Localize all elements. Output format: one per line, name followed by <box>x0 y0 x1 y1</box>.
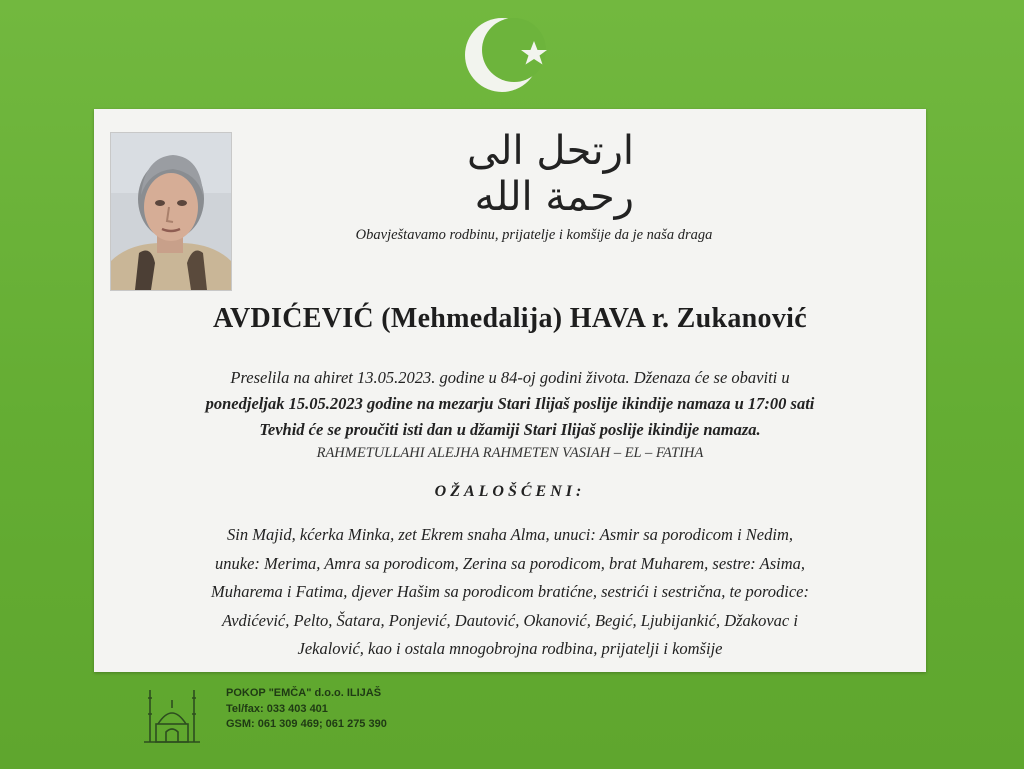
mourners-line: Muharema i Fatima, djever Hašim sa porodicom bratićne, sestrići i sestrična, te porodice: <box>210 582 810 601</box>
funeral-line-2: ponedjeljak 15.05.2023 godine na mezarju Stari Ilijaš poslije ikindije namaza u 17:00 sati <box>205 394 815 413</box>
obituary-sheet <box>94 109 926 672</box>
funeral-line-3: Tevhid će se proučiti isti dan u džamiji Stari Ilijaš poslije ikindije namaza. <box>259 420 761 439</box>
prayer-line: RAHMETULLAHI ALEJHA RAHMETEN VASIAH – EL – FATIHA <box>316 445 704 461</box>
mourners-line: Jekalović, kao i ostala mnogobrojna rodbina, prijatelji i komšije <box>297 639 723 658</box>
funeral-details <box>114 365 906 443</box>
company-name: POKOP "EMČA" d.o.o. ILIJAŠ <box>226 687 382 699</box>
phone-fax: Tel/fax: 033 403 401 <box>226 702 328 715</box>
portrait-photo <box>110 132 232 291</box>
mourners-list <box>114 521 906 664</box>
arabic-calligraphy: ارتحل الى رحمة الله <box>466 128 634 220</box>
funeral-line-1: Preselila na ahiret 13.05.2023. godine u 84-oj godini života. Dženaza će se obaviti u <box>230 368 790 387</box>
mosque-icon <box>140 684 204 746</box>
mobile-numbers: GSM: 061 309 469; 061 275 390 <box>226 718 387 730</box>
mourners-line: unuke: Merima, Amra sa porodicom, Zerina sa porodicom, brat Muharem, sestre: Asima, <box>215 553 805 573</box>
funeral-home-info <box>226 686 387 733</box>
crescent-star-icon <box>464 14 554 96</box>
mourners-heading: OŽALOŠĆENI: <box>434 483 586 500</box>
intro-text: Obavještavamo rodbinu, prijatelje i komšije da je naša draga <box>355 227 713 243</box>
mourners-line: Avdićević, Pelto, Šatara, Ponjević, Dautović, Okanović, Begić, Ljubijankić, Džakovac i <box>222 610 798 630</box>
mourners-line: Sin Majid, kćerka Minka, zet Ekrem snaha Alma, unuci: Asmir sa porodicom i Nedim, <box>227 525 793 544</box>
deceased-name: AVDIĆEVIĆ (Mehmedalija) HAVA r. Zukanović <box>213 303 807 334</box>
